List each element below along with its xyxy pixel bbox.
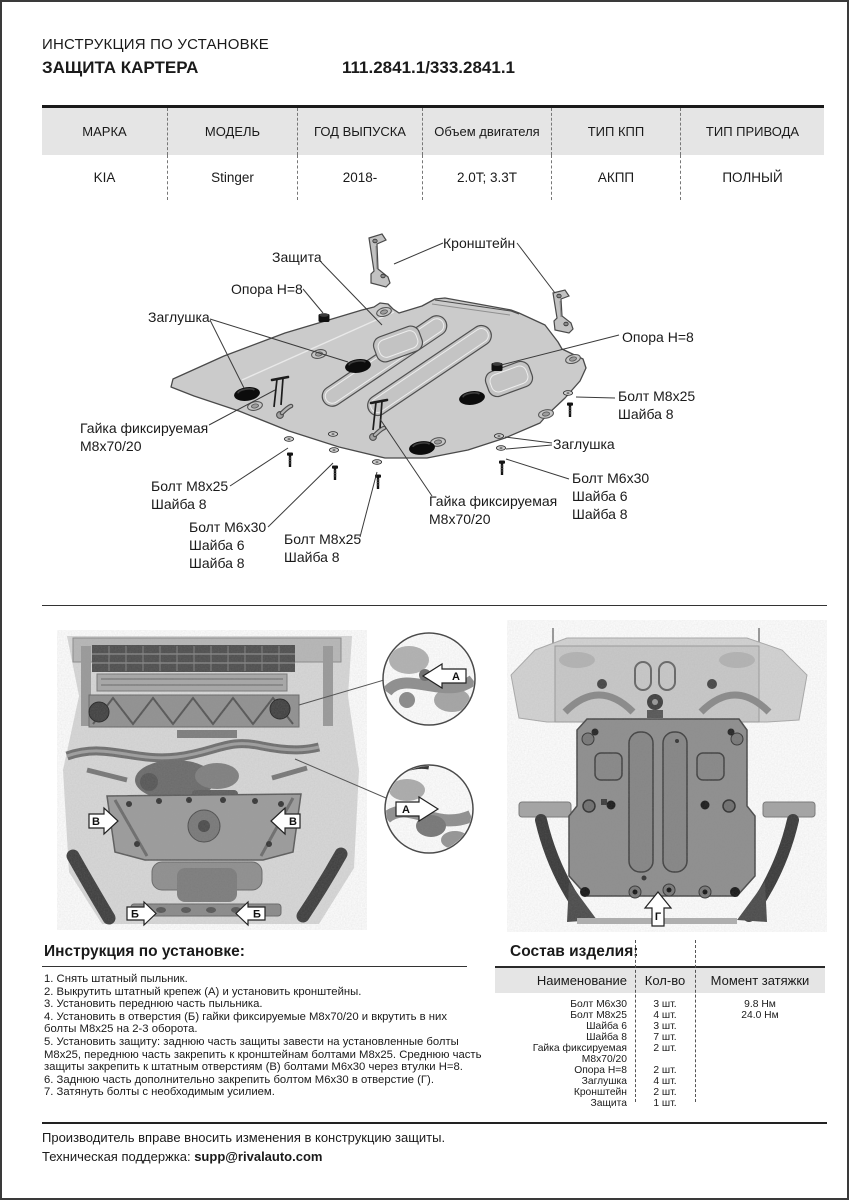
diagram-label-line: Шайба 6 [189, 537, 245, 553]
parts-cell-name: Опора Н=8 [574, 1065, 627, 1076]
parts-cell-torque: 24.0 Нм [741, 1010, 779, 1021]
parts-cell-name: Гайка фиксируемая М8х70/20 [532, 1043, 627, 1065]
part-numbers: 111.2841.1/333.2841.1 [342, 58, 516, 77]
spec-col-model: МОДЕЛЬ [168, 108, 298, 155]
spec-val-gearbox: АКПП [552, 155, 681, 200]
parts-cell-torque [695, 1065, 825, 1076]
instructions-rule [42, 966, 467, 967]
spec-col-drive: ТИП ПРИВОДА [705, 124, 800, 139]
instruction-item: 2. Выкрутить штатный крепеж (А) и установить кронштейны. [44, 985, 362, 998]
parts-row [495, 1032, 825, 1043]
diagram-label-zaglushka-right [553, 435, 615, 453]
parts-row [495, 1043, 825, 1065]
footer-divider [42, 1122, 827, 1124]
diagram-label-line: Опора Н=8 [231, 281, 303, 297]
parts-col-qty: Кол-во [644, 973, 686, 988]
marker-a: А [402, 804, 410, 816]
parts-rows [495, 999, 825, 1109]
diagram-label-gayka-left [80, 419, 208, 455]
parts-divider-1 [635, 940, 636, 1102]
marker-b: Б [253, 908, 261, 921]
diagram-label-gayka-center [429, 492, 557, 528]
parts-cell-torque [695, 1043, 825, 1065]
parts-cell-name: Болт М6х30 [570, 999, 627, 1010]
parts-cell-torque: 9.8 Нм [744, 999, 776, 1010]
footer-disclaimer: Производитель вправе вносить изменения в конструкцию защиты. [42, 1130, 446, 1145]
parts-cell-torque [695, 1032, 825, 1043]
spec-value-row [42, 155, 824, 200]
parts-cell-name: Кронштейн [573, 1087, 627, 1098]
spec-col-gearbox: ТИП КПП [552, 108, 681, 155]
footer-support [42, 1149, 322, 1164]
spec-header-row [42, 108, 824, 155]
diagram-label-line: Шайба 8 [618, 406, 674, 422]
parts-col-torque: Момент затяжки [710, 973, 810, 988]
marker-b: Б [131, 908, 139, 921]
parts-col-name: Наименование [536, 973, 627, 988]
spec-val-brand: KIA [42, 155, 168, 200]
instruction-item: 7. Затянуть болты с необходимым усилием. [44, 1086, 275, 1099]
vehicle-spec-table [42, 105, 824, 200]
spec-col-brand: МАРКА [42, 108, 168, 155]
spec-val-drive: ПОЛНЫЙ [722, 170, 783, 185]
diagram-label-bolt-m6-right [572, 469, 649, 523]
parts-cell-qty: 3 шт. [653, 999, 677, 1010]
diagram-label-line: Опора Н=8 [622, 329, 694, 345]
spec-col-engine: Объем двигателя [423, 108, 552, 155]
parts-cell-torque [695, 1087, 825, 1098]
document-subtitle: ИНСТРУКЦИЯ ПО УСТАНОВКЕ [42, 36, 269, 53]
callout-detail-a-bottom [383, 763, 475, 855]
marker-v: В [289, 816, 297, 828]
parts-divider-2 [695, 940, 696, 1102]
diagram-label-bolt-m8-left [151, 477, 228, 513]
diagram-label-bolt-m8-center [284, 530, 361, 566]
parts-cell-name: Шайба 8 [586, 1032, 627, 1043]
instructions-heading: Инструкция по установке: [44, 943, 245, 960]
spec-val-engine: 2.0T; 3.3T [423, 155, 552, 200]
parts-cell-qty: 2 шт. [653, 1087, 677, 1098]
diagram-label-line: Болт М6х30 [189, 519, 267, 535]
diagram-label-line: М8х70/20 [80, 438, 142, 454]
parts-cell-qty: 4 шт. [653, 1076, 677, 1087]
diagram-label-line: Кронштейн [443, 235, 516, 251]
instruction-item: 1. Снять штатный пыльник. [44, 973, 188, 985]
instruction-item: 4. Установить в отверстия (Б) гайки фиксируемые М8х70/20 и вкрутить в них болты М8х25 на 2-3 оборота. [44, 1010, 447, 1036]
parts-cell-qty: 4 шт. [653, 1010, 677, 1021]
parts-cell-qty: 2 шт. [653, 1043, 677, 1054]
diagram-label-kronshtein [443, 234, 515, 252]
diagram-label-line: Болт М8х25 [284, 531, 362, 547]
parts-row [495, 1087, 825, 1098]
installed-plate-photo [507, 620, 827, 932]
instructions-list [44, 973, 482, 1099]
parts-row [495, 1021, 825, 1032]
parts-cell-name: Шайба 6 [586, 1021, 627, 1032]
diagram-label-bolt-m8-right [618, 387, 695, 423]
parts-cell-name: Защита [590, 1098, 627, 1109]
photo-underbody-before [57, 630, 492, 930]
diagram-label-opora-right [622, 328, 694, 346]
section-divider [42, 605, 827, 606]
diagram-label-line: М8х70/20 [429, 511, 491, 527]
diagram-label-line: Шайба 6 [572, 488, 628, 504]
diagram-label-line: Шайба 8 [284, 549, 340, 565]
photo-underbody-installed [507, 620, 827, 932]
diagram-label-line: Болт М6х30 [572, 470, 650, 486]
parts-cell-torque [695, 1076, 825, 1087]
parts-row [495, 1010, 825, 1021]
spec-val-model: Stinger [168, 155, 298, 200]
support-email: supp@rivalauto.com [194, 1149, 323, 1164]
parts-row [495, 999, 825, 1010]
diagram-label-line: Шайба 8 [572, 506, 628, 522]
spec-col-year: ГОД ВЫПУСКА [298, 108, 423, 155]
parts-header-row [495, 966, 825, 993]
car-underbody-photo [57, 630, 367, 930]
diagram-label-zashchita [272, 248, 322, 266]
marker-v: В [92, 816, 100, 828]
parts-row [495, 1065, 825, 1076]
support-label: Техническая поддержка: [42, 1149, 195, 1164]
parts-cell-qty: 7 шт. [653, 1032, 677, 1043]
parts-cell-qty: 1 шт. [653, 1098, 677, 1109]
callout-detail-a-top [383, 633, 475, 725]
diagram-label-zaglushka-left [148, 308, 210, 326]
parts-cell-qty: 2 шт. [653, 1065, 677, 1076]
diagram-label-line: Болт М8х25 [618, 388, 696, 404]
page-title: ЗАЩИТА КАРТЕРА [42, 58, 199, 77]
diagram-label-line: Заглушка [553, 436, 615, 452]
parts-heading: Состав изделия: [510, 943, 639, 960]
parts-row [495, 1076, 825, 1087]
marker-a: А [452, 671, 460, 683]
diagram-label-line: Шайба 8 [151, 496, 207, 512]
diagram-label-line: Гайка фиксируемая [80, 420, 209, 436]
instruction-item: 3. Установить переднюю часть пыльника. [44, 998, 263, 1011]
diagram-label-line: Гайка фиксируемая [429, 493, 558, 509]
exploded-view-drawing [42, 212, 812, 602]
marker-g: Г [654, 911, 662, 923]
instruction-item: 6. Заднюю часть дополнительно закрепить болтом М6х30 в отверстие (Г). [44, 1073, 434, 1086]
diagram-label-line: Защита [272, 249, 322, 265]
diagram-label-line: Болт М8х25 [151, 478, 229, 494]
diagram-label-line: Шайба 8 [189, 555, 245, 571]
parts-cell-name: Болт М8х25 [570, 1010, 627, 1021]
instruction-item: 5. Установить защиту: заднюю часть защиты завести на установленные болты М8х25, переднюю часть закрепить к кронштейнам болтами М8х25. Среднюю часть защиты закрепить к штатным отверстиям (В) болтами М6х30 через втулки Н=8. [44, 1035, 482, 1074]
parts-row [495, 1098, 825, 1109]
parts-cell-name: Заглушка [581, 1076, 627, 1087]
parts-cell-torque [695, 1021, 825, 1032]
spec-val-year: 2018- [298, 155, 423, 200]
diagram-label-opora-left [231, 280, 303, 298]
parts-cell-qty: 3 шт. [653, 1021, 677, 1032]
parts-cell-torque [695, 1098, 825, 1109]
diagram-label-bolt-m6-left [189, 518, 266, 572]
diagram-label-line: Заглушка [148, 309, 210, 325]
